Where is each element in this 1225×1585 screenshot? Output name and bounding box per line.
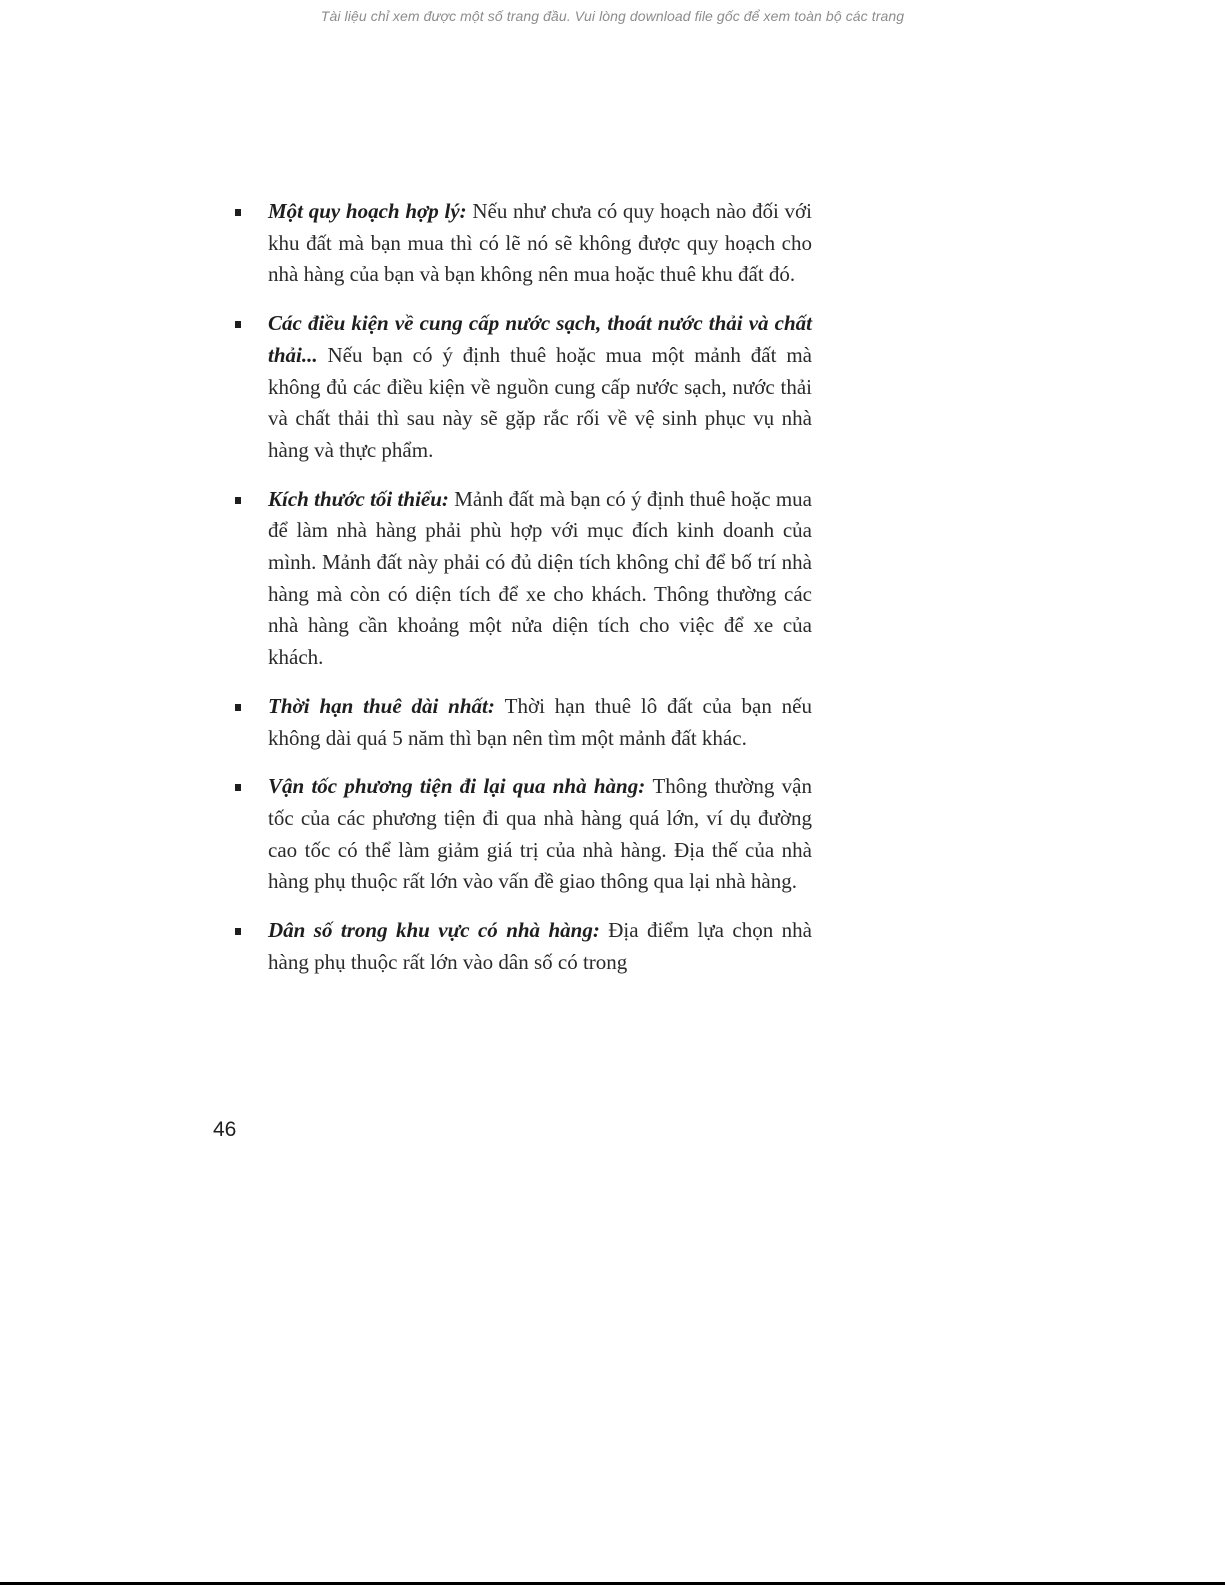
item-text: Mảnh đất mà bạn có ý định thuê hoặc mua để làm nhà hàng phải phù hợp với mục đích kinh doanh của mình. Mảnh đất này phải có đủ diện tích không chỉ để bố trí nhà hàng mà còn có diện tích để xe cho khách. Thông thường các nhà hàng cần khoảng một nửa diện tích cho việc để xe của khách. — [268, 486, 812, 670]
item-term: Dân số trong khu vực có nhà hàng: — [268, 918, 609, 943]
item-term: Một quy hoạch hợp lý: — [268, 199, 473, 223]
square-bullet-icon — [235, 704, 241, 711]
list-item — [232, 484, 812, 674]
item-text: Nếu bạn có ý định thuê hoặc mua một mảnh đất mà không đủ các điều kiện về nguồn cung cấp nước sạch, nước thải và chất thải thì sau này sẽ gặp rắc rối về vệ sinh phục vụ nhà hàng và thực phẩm. — [268, 342, 812, 462]
list-item — [232, 308, 812, 467]
square-bullet-icon — [235, 321, 241, 328]
list-item — [232, 915, 812, 978]
item-term: Vận tốc phương tiện đi lại qua nhà hàng: — [268, 774, 653, 799]
preview-watermark: Tài liệu chỉ xem được một số trang đầu. Vui lòng download file gốc để xem toàn bộ các trang — [320, 8, 905, 24]
list-item — [232, 771, 812, 898]
square-bullet-icon — [235, 209, 241, 216]
item-text: Thông thường vận tốc của các phương tiện đi qua nhà hàng quá lớn, ví dụ đường cao tốc có thể làm giảm giá trị của nhà hàng. Địa thế của nhà hàng phụ thuộc rất lớn vào vấn đề giao thông qua lại nhà hàng. — [268, 774, 812, 894]
square-bullet-icon — [235, 497, 241, 504]
item-term: Kích thước tối thiểu: — [268, 486, 455, 511]
square-bullet-icon — [235, 928, 241, 935]
list-item — [232, 691, 812, 754]
item-text: Nếu như chưa có quy hoạch nào đối với khu đất mà bạn mua thì có lẽ nó sẽ không được quy hoạch cho nhà hàng của bạn và bạn không nên mua hoặc thuê khu đất đó. — [268, 199, 812, 287]
square-bullet-icon — [235, 784, 241, 791]
item-text: Thời hạn thuê lô đất của bạn nếu không dài quá 5 năm thì bạn nên tìm một mảnh đất khác. — [268, 693, 812, 750]
item-text: Địa điểm lựa chọn nhà hàng phụ thuộc rất lớn vào dân số có trong — [268, 918, 812, 974]
list-item — [232, 196, 812, 291]
item-term: Thời hạn thuê dài nhất: — [268, 693, 505, 718]
item-term: Các điều kiện về cung cấp nước sạch, thoát nước thải và chất thải... — [268, 311, 812, 367]
bullet-list — [232, 196, 812, 995]
page-number: 46 — [213, 1118, 237, 1141]
